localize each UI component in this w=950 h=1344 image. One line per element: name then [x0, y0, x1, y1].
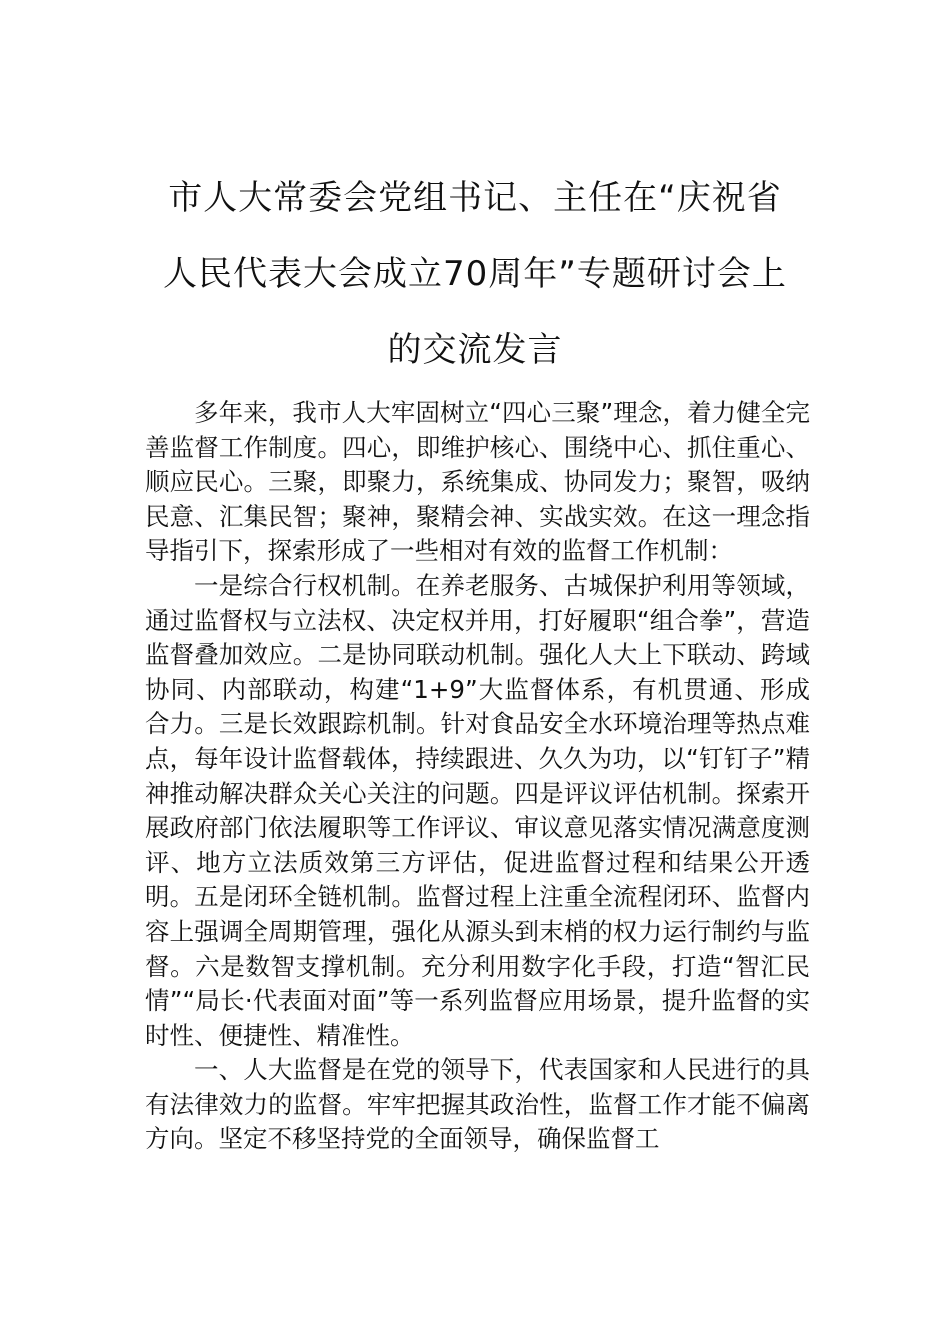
title-line-2: 人民代表大会成立70周年”专题研讨会上 [163, 254, 787, 294]
title-line-1: 市人大常委会党组书记、主任在“庆祝省 [168, 178, 782, 218]
document-title [120, 160, 830, 388]
paragraph-section-one: 一、人大监督是在党的领导下，代表国家和人民进行的具有法律效力的监督。牢牢把握其政治性，监督工作才能不偏离方向。坚定不移坚持党的全面领导，确保监督工 [145, 1055, 810, 1154]
title-line-3: 的交流发言 [387, 330, 563, 370]
paragraph-intro: 多年来，我市人大牢固树立“四心三聚”理念，着力健全完善监督工作制度。四心，即维护核心、围绕中心、抓住重心、顺应民心。三聚，即聚力，系统集成、协同发力；聚智，吸纳民意、汇集民智；聚神，聚精会神、实战实效。在这一理念指导指引下，探索形成了一些相对有效的监督工作机制： [145, 398, 810, 566]
paragraph-mechanisms: 一是综合行权机制。在养老服务、古城保护利用等领域，通过监督权与立法权、决定权并用，打好履职“组合拳”，营造监督叠加效应。二是协同联动机制。强化人大上下联动、跨域协同、内部联动，构建“1+9”大监督体系，有机贯通、形成合力。三是长效跟踪机制。针对食品安全水环境治理等热点难点，每年设计监督载体，持续跟进、久久为功，以“钉钉子”精神推动解决群众关心关注的问题。四是评议评估机制。探索开展政府部门依法履职等工作评议、审议意见落实情况满意度测评、地方立法质效第三方评估，促进监督过程和结果公开透明。五是闭环全链机制。监督过程上注重全流程闭环、监督内容上强调全周期管理，强化从源头到末梢的权力运行制约与监督。六是数智支撑机制。充分利用数字化手段，打造“智汇民情”“局长·代表面对面”等一系列监督应用场景，提升监督的实时性、便捷性、精准性。 [145, 570, 810, 1050]
document-body [145, 396, 810, 1157]
